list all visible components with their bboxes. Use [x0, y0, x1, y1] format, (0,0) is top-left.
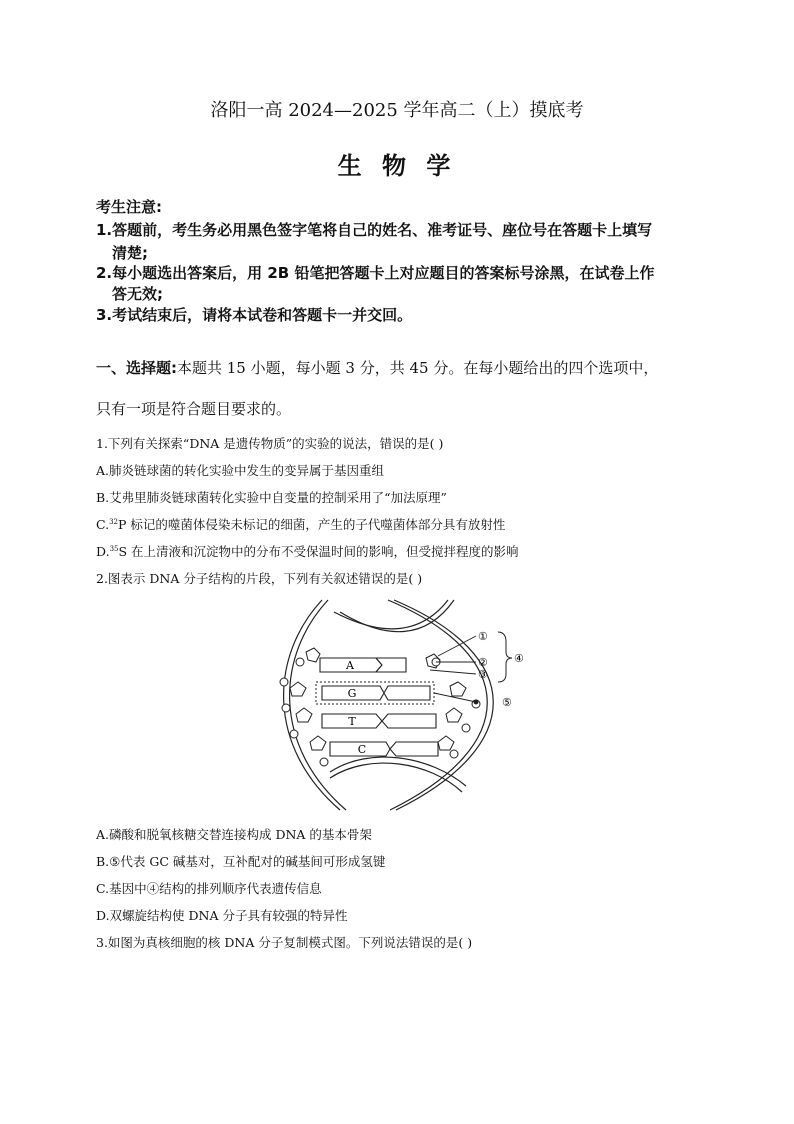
exam-title: 洛阳一高 2024—2025 学年高二（上）摸底考: [210, 100, 584, 121]
notice-item-2-cont: 答无效;: [112, 285, 163, 303]
notice-item-2: 2.每小题选出答案后，用 2B 铅笔把答题卡上对应题目的答案标号涂黑，在试卷上作: [96, 264, 655, 282]
phosphate-circle: [320, 758, 328, 766]
option-d-text: S 在上清液和沉淀物中的分布不受保温时间的影响，但受搅拌程度的影响: [118, 544, 519, 559]
base-label-a: A: [346, 659, 354, 672]
question-3-stem: 3.如图为真核细胞的核 DNA 分子复制模式图。下列说法错误的是( ): [96, 935, 473, 950]
option-d-letter: D.: [96, 544, 110, 559]
base-c-partner: [384, 686, 430, 700]
section-instructions-cont: 只有一项是符合题目要求的。: [96, 400, 292, 418]
question-1-option-b: B.艾弗里肺炎链球菌转化实验中自变量的控制采用了“加法原理”: [96, 490, 447, 505]
phosphate-circle: [462, 724, 470, 732]
deoxyribose-pentagon: [306, 648, 320, 662]
section-heading: [96, 357, 658, 378]
phosphate-circle: [450, 750, 458, 758]
section-instructions: 本题共 15 小题，每小题 3 分，共 45 分。在每小题给出的四个选项中，: [177, 359, 659, 377]
callout-4: ④: [514, 652, 524, 665]
question-2-option-b: B.⑤代表 GC 碱基对，互补配对的碱基间可形成氢键: [96, 854, 386, 869]
deoxyribose-pentagon: [290, 682, 306, 696]
notice-item-1: 1.答题前，考生务必用黑色签字笔将自己的姓名、准考证号、座位号在答题卡上填写: [96, 221, 653, 239]
left-strand-inner: [290, 600, 346, 810]
notice-item-1-cont: 清楚;: [112, 244, 148, 262]
leader-line-1: [438, 636, 476, 656]
base-label-t: T: [348, 715, 356, 728]
base-label-c: C: [357, 743, 367, 756]
base-label-g: G: [347, 687, 357, 700]
question-2-option-a: A.磷酸和脱氧核糖交替连接构成 DNA 的基本骨架: [96, 827, 372, 842]
question-2-stem: 2.图表示 DNA 分子结构的片段，下列有关叙述错误的是( ): [96, 571, 423, 586]
question-1-option-d: [96, 542, 519, 560]
notice-item-3: 3.考试结束后，请将本试卷和答题卡一并交回。: [96, 306, 413, 324]
nucleotide-brace: [498, 632, 512, 682]
callout-5: ⑤: [502, 696, 512, 709]
section-label: 一、选择题:: [96, 359, 177, 377]
question-1-option-a: A.肺炎链球菌的转化实验中发生的变异属于基因重组: [96, 463, 385, 478]
question-2-option-d: D.双螺旋结构使 DNA 分子具有较强的特异性: [96, 908, 348, 923]
dna-structure-diagram: [270, 596, 530, 814]
leader-dot: [474, 700, 478, 704]
callout-3: ③: [478, 668, 488, 681]
notice-title: 考生注意:: [96, 198, 162, 216]
subject-title: 生 物 学: [337, 152, 457, 180]
isotope-32-superscript: 32: [109, 517, 119, 526]
base-g-partner: [390, 742, 438, 756]
option-c-text: P 标记的噬菌体侵染未标记的细菌，产生的子代噬菌体部分具有放射性: [118, 517, 506, 532]
back-strand-bottom-2: [330, 763, 462, 792]
phosphate-circle: [290, 730, 298, 738]
leader-line-3: [430, 670, 476, 674]
deoxyribose-pentagon: [450, 682, 466, 696]
question-2-option-c: C.基因中④结构的排列顺序代表遗传信息: [96, 881, 322, 896]
deoxyribose-pentagon: [438, 736, 454, 750]
callout-2: ②: [478, 656, 488, 669]
question-1-option-c: [96, 515, 505, 533]
phosphate-circle: [280, 678, 288, 686]
isotope-35-superscript: 35: [109, 544, 119, 553]
question-1-stem: 1.下列有关探索“DNA 是遗传物质”的实验的说法，错误的是( ): [96, 436, 444, 451]
option-c-letter: C.: [96, 517, 110, 532]
back-strand-top-2: [340, 600, 454, 632]
base-a-partner: [382, 714, 436, 728]
phosphate-circle: [282, 704, 290, 712]
left-strand-outer: [284, 600, 340, 810]
deoxyribose-pentagon: [296, 708, 312, 722]
back-strand-bottom: [330, 757, 466, 786]
deoxyribose-pentagon: [310, 736, 326, 750]
callout-1: ①: [478, 630, 488, 643]
back-strand-top: [334, 600, 448, 629]
deoxyribose-pentagon: [446, 708, 462, 722]
phosphate-circle: [296, 658, 304, 666]
